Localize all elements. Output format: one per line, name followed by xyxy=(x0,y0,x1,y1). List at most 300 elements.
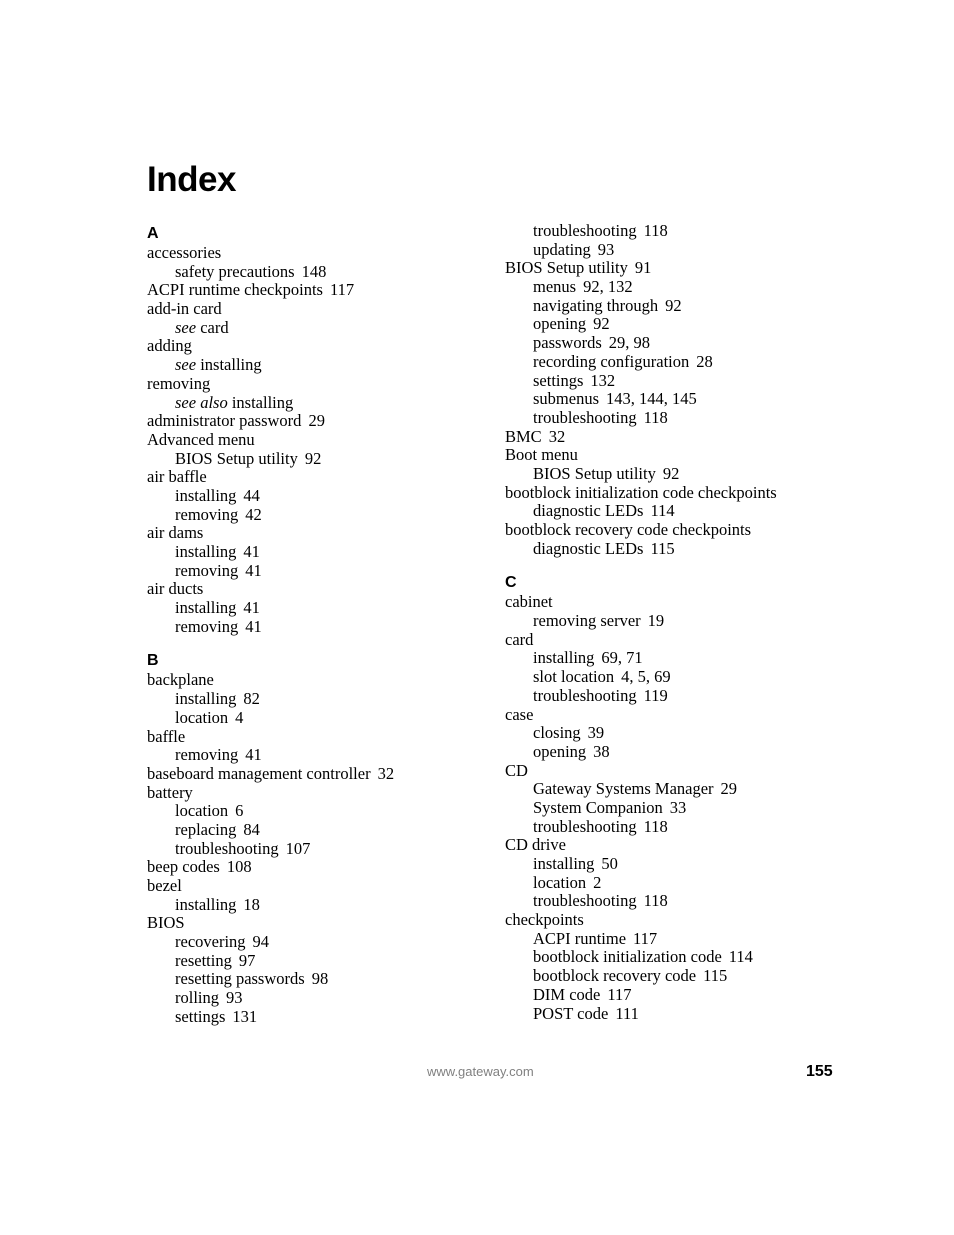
entry-term-text: troubleshooting xyxy=(175,838,279,858)
page-number: 155 xyxy=(806,1063,833,1080)
entry-term xyxy=(505,427,542,446)
entry-term-text: submenus xyxy=(533,389,599,409)
entry-pages[interactable]: 114 xyxy=(650,501,675,521)
entry-term xyxy=(175,932,246,951)
index-subentry xyxy=(505,855,835,874)
entry-term-text: troubleshooting xyxy=(533,891,637,911)
index-subentry xyxy=(505,967,835,986)
index-section xyxy=(505,573,835,1023)
index-subentry xyxy=(147,970,507,989)
entry-pages[interactable]: 28 xyxy=(696,351,713,371)
entry-term xyxy=(175,505,238,524)
entry-pages[interactable]: 92 xyxy=(665,295,682,315)
entry-term-text: installing xyxy=(175,894,237,914)
entry-term-text: BMC xyxy=(505,426,542,446)
entry-pages[interactable]: 19 xyxy=(647,611,665,631)
entry-term xyxy=(533,985,600,1004)
entry-term xyxy=(147,913,185,932)
index-entry xyxy=(147,431,507,450)
entry-pages[interactable]: 32 xyxy=(377,763,395,783)
entry-term-text: ACPI runtime checkpoints xyxy=(147,280,323,300)
entry-term-text: removing xyxy=(175,504,239,524)
entry-term-text: battery xyxy=(147,782,193,802)
index-entry xyxy=(147,728,507,747)
entry-term xyxy=(147,280,323,299)
entry-term-text: cabinet xyxy=(505,592,553,612)
entry-term xyxy=(505,258,628,277)
entry-term-text: diagnostic LEDs xyxy=(533,501,644,521)
section-letter: C xyxy=(505,574,517,592)
entry-term-text: settings xyxy=(175,1006,226,1026)
entry-term-text: bootblock initialization code xyxy=(533,947,722,967)
index-subentry xyxy=(505,818,835,837)
entry-term-text: air ducts xyxy=(147,579,204,599)
entry-term-text: air dams xyxy=(147,523,204,543)
index-entry xyxy=(505,593,835,612)
entry-term-text: card xyxy=(505,629,534,649)
entry-term xyxy=(175,689,236,708)
entry-term-text: ACPI runtime xyxy=(533,928,627,948)
entry-pages[interactable]: 41 xyxy=(245,560,262,580)
index-section xyxy=(505,222,835,558)
entry-pages[interactable]: 115 xyxy=(703,966,728,986)
entry-term-text: removing xyxy=(175,560,239,580)
entry-term xyxy=(533,779,714,798)
entry-term-text: installing xyxy=(175,689,237,709)
entry-term xyxy=(175,393,293,412)
index-entry xyxy=(505,631,835,650)
index-entry xyxy=(147,784,507,803)
entry-term-text: POST code xyxy=(533,1003,609,1023)
index-subentry xyxy=(505,780,835,799)
index-subentry xyxy=(505,668,835,687)
index-subentry xyxy=(147,952,507,971)
entry-pages[interactable]: 6 xyxy=(235,801,244,821)
entry-term xyxy=(175,542,236,561)
entry-term xyxy=(175,1007,225,1026)
entry-pages[interactable]: 118 xyxy=(643,816,668,836)
see-reference: see xyxy=(175,355,197,375)
entry-term-text: location xyxy=(175,801,229,821)
entry-term xyxy=(505,445,578,464)
entry-term xyxy=(175,801,228,820)
index-entry xyxy=(147,858,507,877)
entry-term-text: location xyxy=(533,872,587,892)
entry-pages[interactable]: 29 xyxy=(308,411,325,431)
entry-term-text: baseboard management controller xyxy=(147,763,371,783)
entry-term-text: installing xyxy=(533,648,595,668)
entry-term xyxy=(147,374,210,393)
entry-pages[interactable]: 91 xyxy=(634,258,652,278)
entry-pages[interactable]: 41 xyxy=(243,542,260,561)
entry-term-text: resetting xyxy=(175,950,232,970)
entry-term xyxy=(505,630,533,649)
entry-term-text: slot location xyxy=(533,667,615,687)
entry-term xyxy=(533,314,586,333)
see-reference: see also xyxy=(175,392,228,412)
entry-term-text: Gateway Systems Manager xyxy=(533,779,714,799)
entry-pages[interactable]: 29 xyxy=(720,779,738,799)
index-subentry xyxy=(505,743,835,762)
entry-pages[interactable]: 111 xyxy=(615,1003,639,1023)
entry-term-text: updating xyxy=(533,239,591,259)
entry-term xyxy=(533,333,602,352)
entry-term-text: checkpoints xyxy=(505,910,584,930)
entry-term-text: adding xyxy=(147,336,192,356)
entry-term-text: administrator password xyxy=(147,411,302,431)
entry-term xyxy=(147,579,203,598)
entry-pages[interactable]: 69, 71 xyxy=(601,648,643,668)
entry-term xyxy=(175,617,238,636)
entry-term-text: BIOS xyxy=(147,913,185,933)
entry-term-text: BIOS Setup utility xyxy=(175,448,298,468)
entry-term-text: CD drive xyxy=(505,835,566,855)
entry-pages[interactable]: 107 xyxy=(285,838,311,858)
entry-term xyxy=(147,727,185,746)
entry-pages[interactable]: 41 xyxy=(243,598,260,618)
page-title: Index xyxy=(147,160,236,199)
entry-term xyxy=(533,667,614,686)
entry-pages[interactable]: 38 xyxy=(593,741,610,761)
index-entry xyxy=(505,446,835,465)
entry-term-text: accessories xyxy=(147,243,222,262)
index-subentry xyxy=(147,896,507,915)
index-entry xyxy=(147,671,507,690)
entry-term-text: installing xyxy=(533,854,595,873)
entry-term xyxy=(147,783,193,802)
entry-pages[interactable]: 114 xyxy=(728,947,753,967)
entry-term-text: safety precautions xyxy=(175,261,295,281)
index-subentry xyxy=(147,487,507,506)
entry-pages[interactable]: 41 xyxy=(245,745,262,765)
entry-term-text: Boot menu xyxy=(505,445,578,465)
entry-term xyxy=(533,501,643,520)
index-subentry xyxy=(147,263,507,282)
index-subentry xyxy=(505,334,835,353)
entry-term xyxy=(533,891,637,910)
entry-pages[interactable]: 118 xyxy=(643,407,668,427)
index-subentry xyxy=(147,821,507,840)
entry-term-text: removing xyxy=(175,616,239,636)
entry-term-text: troubleshooting xyxy=(533,685,637,705)
entry-term-text: case xyxy=(505,704,534,724)
index-subentry xyxy=(505,724,835,743)
index-subentry xyxy=(147,543,507,562)
entry-pages[interactable]: 117 xyxy=(633,928,658,948)
index-entry xyxy=(147,244,507,263)
entry-term xyxy=(175,355,262,374)
entry-term xyxy=(505,592,553,611)
entry-term-text: navigating through xyxy=(533,295,659,315)
index-subentry xyxy=(147,933,507,952)
entry-pages[interactable]: 118 xyxy=(643,221,668,240)
entry-pages[interactable]: 118 xyxy=(643,891,668,911)
entry-term-text: add-in card xyxy=(147,299,222,319)
index-entry xyxy=(505,836,835,855)
index-subentry xyxy=(147,356,507,375)
index-entry xyxy=(147,300,507,319)
entry-term xyxy=(533,389,599,408)
entry-term xyxy=(533,686,637,705)
index-subentry xyxy=(505,799,835,818)
entry-term-text: rolling xyxy=(175,988,219,1008)
index-subentry xyxy=(147,319,507,338)
entry-pages[interactable]: 98 xyxy=(311,969,329,989)
entry-term xyxy=(533,723,581,742)
index-entry xyxy=(505,706,835,725)
index-entry xyxy=(505,484,835,503)
entry-term-text: removing server xyxy=(533,611,641,631)
entry-term-text: recording configuration xyxy=(533,351,690,371)
index-entry xyxy=(147,580,507,599)
index-entry xyxy=(147,914,507,933)
entry-pages[interactable]: 39 xyxy=(587,723,605,743)
entry-term-text: closing xyxy=(533,723,581,743)
entry-term xyxy=(533,611,641,630)
index-subentry xyxy=(147,394,507,413)
entry-term-text: installing xyxy=(200,355,262,375)
entry-pages[interactable]: 119 xyxy=(643,685,668,705)
entry-term-text: backplane xyxy=(147,670,214,690)
entry-pages[interactable]: 117 xyxy=(329,280,355,300)
entry-term-text: BIOS Setup utility xyxy=(533,463,656,483)
index-subentry xyxy=(147,599,507,618)
entry-term-text: bootblock recovery code xyxy=(533,966,697,986)
entry-pages[interactable]: 44 xyxy=(243,485,260,505)
index-subentry xyxy=(147,1008,507,1027)
entry-term xyxy=(175,839,279,858)
entry-term xyxy=(147,764,371,783)
entry-term xyxy=(533,352,689,371)
index-entry xyxy=(147,412,507,431)
entry-pages[interactable]: 92, 132 xyxy=(583,277,633,297)
entry-pages[interactable]: 42 xyxy=(245,504,262,524)
entry-pages[interactable]: 115 xyxy=(650,538,675,558)
entry-term xyxy=(533,408,637,427)
entry-term xyxy=(175,895,236,914)
index-entry xyxy=(147,375,507,394)
entry-pages[interactable]: 92 xyxy=(593,314,610,334)
entry-pages[interactable]: 132 xyxy=(590,370,616,390)
entry-term-text: System Companion xyxy=(533,797,663,817)
entry-term xyxy=(175,262,295,281)
index-subentry xyxy=(505,502,835,521)
entry-term-text: installing xyxy=(175,598,237,618)
index-subentry xyxy=(505,390,835,409)
entry-term xyxy=(505,835,566,854)
index-subentry xyxy=(147,802,507,821)
entry-pages[interactable]: 50 xyxy=(601,854,618,873)
index-subentry xyxy=(505,465,835,484)
entry-term-text: air baffle xyxy=(147,467,207,487)
entry-term-text: menus xyxy=(533,277,577,297)
index-section xyxy=(147,651,507,1026)
entry-term xyxy=(175,561,238,580)
entry-term-text: installing xyxy=(231,392,294,412)
entry-term xyxy=(175,708,228,727)
index-subentry xyxy=(147,450,507,469)
entry-term xyxy=(533,817,637,836)
entry-pages[interactable]: 92 xyxy=(662,463,680,483)
entry-term xyxy=(147,467,207,486)
entry-term xyxy=(533,464,656,483)
index-subentry xyxy=(505,1005,835,1024)
footer-url[interactable]: www.gateway.com xyxy=(427,1064,534,1079)
entry-term-text: troubleshooting xyxy=(533,221,637,240)
entry-term xyxy=(147,299,222,318)
entry-pages[interactable]: 82 xyxy=(243,689,260,709)
index-subentry xyxy=(505,409,835,428)
index-subentry xyxy=(147,562,507,581)
entry-term xyxy=(175,969,305,988)
index-subentry xyxy=(505,892,835,911)
index-subentry xyxy=(505,540,835,559)
index-subentry xyxy=(505,372,835,391)
index-subentry xyxy=(505,986,835,1005)
entry-term xyxy=(533,296,658,315)
index-section xyxy=(147,224,507,636)
entry-term-text: settings xyxy=(533,370,584,390)
entry-term-text: opening xyxy=(533,741,587,761)
entry-term-text: installing xyxy=(175,542,237,561)
index-subentry xyxy=(147,989,507,1008)
entry-term xyxy=(147,411,301,430)
index-subentry xyxy=(505,649,835,668)
entry-pages[interactable]: 18 xyxy=(243,894,260,914)
entry-term-text: bootblock recovery code checkpoints xyxy=(505,520,752,539)
entry-term-text: CD xyxy=(505,760,528,780)
entry-term xyxy=(533,1004,608,1023)
entry-pages[interactable]: 84 xyxy=(243,819,260,839)
index-subentry xyxy=(147,506,507,525)
index-subentry xyxy=(505,948,835,967)
entry-term-text: opening xyxy=(533,314,587,334)
entry-pages[interactable]: 32 xyxy=(548,426,566,446)
index-entry xyxy=(505,762,835,781)
entry-term-text: replacing xyxy=(175,819,237,839)
entry-term-text: DIM code xyxy=(533,984,601,1004)
see-reference: see xyxy=(175,317,197,337)
index-subentry xyxy=(505,297,835,316)
entry-term-text: card xyxy=(200,317,229,337)
index-subentry xyxy=(505,353,835,372)
entry-pages[interactable]: 143, 144, 145 xyxy=(606,389,697,409)
entry-term-text: Advanced menu xyxy=(147,429,255,449)
index-entry xyxy=(147,765,507,784)
entry-term xyxy=(505,761,528,780)
index-entry xyxy=(147,337,507,356)
entry-term xyxy=(147,670,214,689)
entry-term xyxy=(533,240,591,259)
entry-pages[interactable]: 148 xyxy=(301,261,327,281)
entry-pages[interactable]: 94 xyxy=(252,932,270,952)
entry-pages[interactable]: 117 xyxy=(607,984,632,1004)
entry-term-text: troubleshooting xyxy=(533,816,637,836)
entry-term-text: diagnostic LEDs xyxy=(533,538,644,558)
index-subentry xyxy=(147,746,507,765)
entry-term-text: location xyxy=(175,707,229,727)
entry-term xyxy=(147,876,182,895)
index-entry xyxy=(147,877,507,896)
index-subentry xyxy=(505,874,835,893)
index-entry xyxy=(505,259,835,278)
entry-term xyxy=(175,598,236,617)
index-entry xyxy=(505,911,835,930)
index-subentry xyxy=(505,241,835,260)
entry-term xyxy=(505,520,751,539)
entry-term-text: passwords xyxy=(533,333,602,353)
entry-term xyxy=(533,798,663,817)
entry-pages[interactable]: 4 xyxy=(235,707,244,727)
index-entry xyxy=(505,428,835,447)
entry-pages[interactable]: 93 xyxy=(226,988,243,1008)
entry-pages[interactable]: 41 xyxy=(245,616,262,636)
entry-term xyxy=(175,449,298,468)
entry-term xyxy=(533,539,643,558)
entry-term xyxy=(533,966,696,985)
entry-term-text: removing xyxy=(147,373,211,393)
entry-term xyxy=(533,221,637,240)
index-entry xyxy=(147,281,507,300)
entry-term xyxy=(533,371,583,390)
entry-term xyxy=(533,648,594,667)
entry-term-text: BIOS Setup utility xyxy=(505,258,628,278)
index-subentry xyxy=(147,840,507,859)
entry-term-text: removing xyxy=(175,745,239,765)
entry-term xyxy=(533,947,722,966)
entry-pages[interactable]: 2 xyxy=(593,872,602,892)
section-letter: A xyxy=(147,225,159,242)
index-subentry xyxy=(505,687,835,706)
index-subentry xyxy=(505,315,835,334)
entry-pages[interactable]: 131 xyxy=(232,1006,258,1026)
entry-pages[interactable]: 29, 98 xyxy=(608,333,650,353)
entry-term-text: troubleshooting xyxy=(533,407,637,427)
entry-pages[interactable]: 97 xyxy=(238,950,256,970)
entry-term xyxy=(147,336,192,355)
entry-pages[interactable]: 33 xyxy=(669,797,687,817)
entry-term xyxy=(175,988,219,1007)
entry-term xyxy=(175,486,236,505)
index-entry xyxy=(147,468,507,487)
entry-pages[interactable]: 92 xyxy=(304,448,322,468)
index-subentry xyxy=(505,278,835,297)
entry-pages[interactable]: 93 xyxy=(597,239,615,259)
entry-term xyxy=(147,857,220,876)
entry-term-text: resetting passwords xyxy=(175,969,305,989)
entry-term xyxy=(175,951,232,970)
entry-term xyxy=(533,854,594,873)
index-subentry xyxy=(147,690,507,709)
index-subentry xyxy=(505,612,835,631)
entry-pages[interactable]: 4, 5, 69 xyxy=(621,667,671,687)
entry-term xyxy=(175,820,236,839)
entry-term xyxy=(505,910,584,929)
entry-term xyxy=(147,243,221,262)
entry-term-text: beep codes xyxy=(147,857,220,877)
index-entry xyxy=(505,521,835,540)
entry-term-text: installing xyxy=(175,485,237,505)
entry-term-text: bezel xyxy=(147,876,182,895)
entry-term xyxy=(533,742,586,761)
entry-term xyxy=(505,705,533,724)
entry-term xyxy=(175,745,238,764)
index-column-right xyxy=(505,222,835,1023)
entry-term xyxy=(505,483,777,502)
index-subentry xyxy=(147,709,507,728)
entry-pages[interactable]: 108 xyxy=(226,857,252,877)
index-subentry xyxy=(147,618,507,637)
